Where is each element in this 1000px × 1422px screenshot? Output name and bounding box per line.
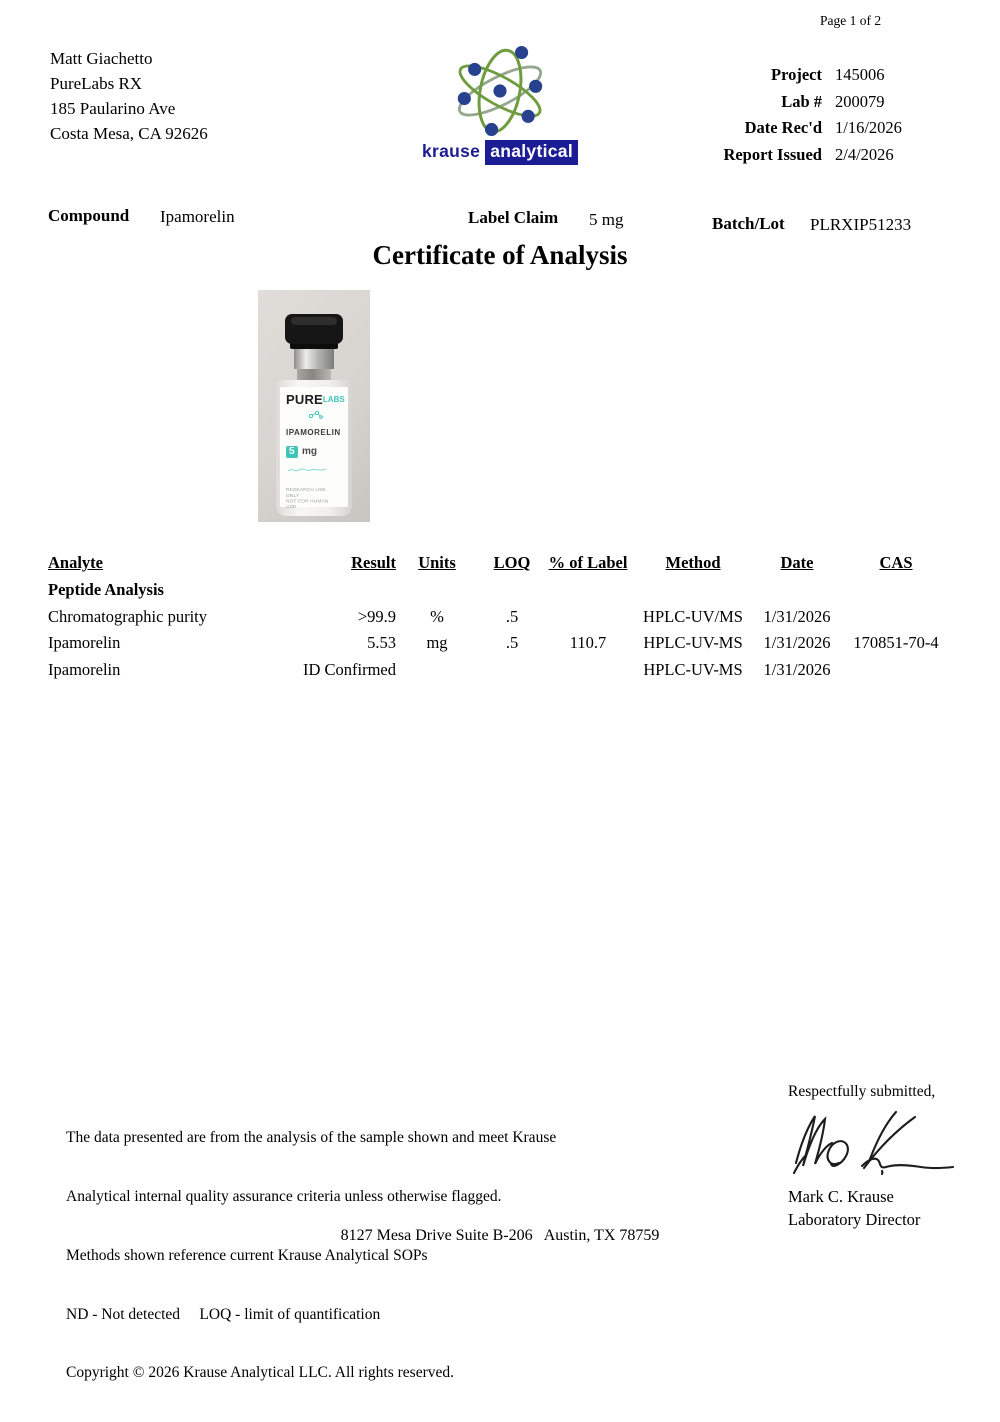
disclaimer-line: The data presented are from the analysis of the sample shown and meet Krause — [66, 1129, 557, 1147]
cell-cas: 170851-70-4 — [853, 633, 939, 653]
cell-pct: 110.7 — [569, 633, 607, 653]
lab-logo — [405, 44, 595, 165]
label-claim-value: 5 mg — [589, 210, 624, 229]
compound-value: Ipamorelin — [160, 207, 235, 226]
cell-method: HPLC-UV-MS — [643, 633, 743, 653]
section-peptide-analysis: Peptide Analysis — [48, 579, 164, 599]
signer-title: Laboratory Director — [788, 1210, 921, 1229]
client-address-block — [50, 46, 208, 146]
report-meta-block — [640, 62, 940, 168]
meta-label-project: Project — [771, 65, 822, 84]
atom-logo-icon — [439, 44, 561, 138]
vial-dose — [286, 441, 343, 459]
meta-value-lab-number: 200079 — [835, 91, 885, 111]
disclaimer-line: Copyright © 2026 Krause Analytical LLC. All rights reserved. — [66, 1364, 455, 1382]
meta-label-date-received: Date Rec'd — [744, 118, 822, 137]
signature-block — [788, 1083, 978, 1231]
cell-date: 1/31/2026 — [763, 660, 831, 680]
cell-analyte: Ipamorelin — [48, 633, 121, 653]
vial-brand-pure: PURE — [286, 392, 323, 407]
cell-date: 1/31/2026 — [763, 633, 831, 653]
cell-loq: .5 — [505, 633, 519, 653]
vial-crimp-seal — [294, 349, 334, 369]
meta-value-report-issued: 2/4/2026 — [835, 144, 894, 164]
cell-pct — [546, 657, 630, 684]
disclaimer-line: Analytical internal quality assurance criteria unless otherwise flagged. — [66, 1187, 502, 1205]
cell-analyte: Ipamorelin — [48, 660, 121, 680]
header-pct-of-label: % of Label — [548, 553, 628, 572]
vial-script-accent — [286, 466, 328, 474]
label-claim-label: Label Claim — [468, 208, 559, 227]
cell-loq — [478, 657, 546, 684]
vial-brand — [286, 394, 343, 406]
header-cas: CAS — [879, 553, 913, 572]
results-header-row — [48, 550, 958, 577]
meta-row-report-issued — [640, 142, 940, 169]
cell-method: HPLC-UV/MS — [643, 606, 743, 626]
meta-label-lab-number: Lab # — [781, 91, 822, 111]
signature-image — [784, 1103, 962, 1185]
cell-result: >99.9 — [357, 606, 396, 626]
cell-analyte: Chromatographic purity — [48, 606, 208, 626]
cell-units: mg — [426, 633, 448, 653]
compound-label: Compound — [48, 206, 130, 225]
table-row — [48, 604, 958, 631]
vial-fineprint — [286, 488, 332, 510]
disclaimer-block — [66, 1089, 556, 1422]
client-company: PureLabs RX — [50, 74, 143, 93]
cell-result: 5.53 — [367, 633, 396, 653]
header-result: Result — [351, 553, 396, 572]
header-analyte: Analyte — [48, 553, 103, 572]
batch-lot-value: PLRXIP51233 — [810, 215, 912, 234]
cell-cas — [838, 604, 954, 631]
vial-dose-number: 5 — [286, 446, 298, 458]
vial-brand-labs: LABS — [322, 395, 345, 404]
header-date: Date — [780, 553, 814, 572]
logo-wordmark-analytical: analytical — [485, 140, 578, 165]
cell-date: 1/31/2026 — [763, 606, 831, 626]
signature-salutation: Respectfully submitted, — [788, 1083, 936, 1100]
document-title: Certificate of Analysis — [372, 240, 628, 270]
cell-result: ID Confirmed — [302, 660, 396, 680]
client-city: Costa Mesa, CA 92626 — [50, 124, 208, 143]
meta-value-project: 145006 — [835, 65, 885, 84]
table-row — [48, 657, 958, 684]
vial-product-name: IPAMORELIN — [286, 428, 341, 437]
vial-dose-unit: mg — [302, 446, 318, 457]
header-method: Method — [665, 553, 721, 572]
results-table — [48, 550, 958, 684]
lab-address: 8127 Mesa Drive Suite B-206 Austin, TX 78759 — [340, 1227, 660, 1244]
cell-method: HPLC-UV-MS — [643, 660, 743, 680]
vial-label — [280, 387, 348, 510]
vial-fineprint-line1: RESEARCH USE ONLY — [286, 488, 326, 499]
cell-units — [396, 657, 478, 684]
logo-wordmark-krause: krause — [421, 141, 481, 161]
meta-value-date-received: 1/16/2026 — [835, 118, 902, 137]
vial-body — [276, 380, 352, 516]
header-units: Units — [418, 553, 456, 572]
molecule-icon — [308, 410, 324, 419]
vial-cap — [285, 314, 343, 344]
cell-pct — [546, 604, 630, 631]
cell-cas — [838, 657, 954, 684]
logo-wordmark — [405, 140, 595, 165]
sample-vial-photo — [258, 290, 370, 522]
vial-fineprint-line2: NOT FOR HUMAN USE — [286, 499, 329, 510]
batch-lot-label: Batch/Lot — [712, 214, 785, 233]
disclaimer-line: ND - Not detected LOQ - limit of quantification — [66, 1305, 381, 1323]
client-street: 185 Paularino Ave — [50, 99, 176, 118]
signer-name: Mark C. Krause — [788, 1187, 894, 1206]
table-row — [48, 630, 958, 657]
cell-loq: .5 — [505, 606, 519, 626]
meta-label-report-issued: Report Issued — [723, 144, 822, 164]
meta-row-date-received — [640, 115, 940, 142]
header-loq: LOQ — [493, 553, 531, 572]
cell-units: % — [430, 606, 444, 626]
page-number: Page 1 of 2 — [820, 13, 882, 28]
meta-row-lab-number — [640, 89, 940, 116]
vial-neck — [297, 369, 331, 380]
client-name: Matt Giachetto — [50, 49, 153, 68]
disclaimer-line: Methods shown reference current Krause Analytical SOPs — [66, 1246, 428, 1264]
meta-row-project — [640, 62, 940, 89]
